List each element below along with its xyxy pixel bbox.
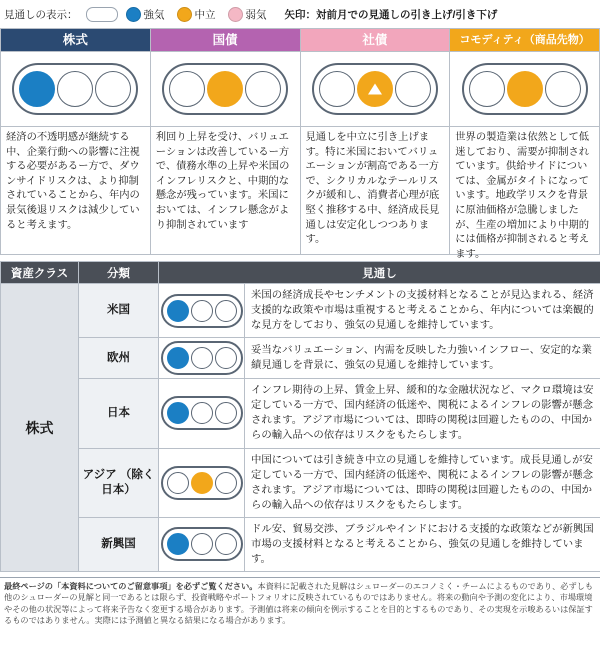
legend-arrow-note: 矢印：対前月での見通しの引き上げ/引き下げ (284, 8, 498, 21)
overview-column-government-bonds (151, 29, 301, 255)
detail-signal-japan (159, 379, 245, 448)
legend-item-bullish (126, 7, 165, 22)
light-bullish-icon (167, 300, 189, 322)
traffic-light-capsule (12, 63, 138, 115)
detail-category-emerging-markets: 新興国 (79, 517, 159, 571)
traffic-light-capsule (462, 63, 588, 115)
overview-column-commodities (450, 29, 600, 260)
light-bearish-icon (215, 472, 237, 494)
table-row (1, 338, 600, 379)
light-bullish-icon (167, 472, 189, 494)
light-neutral-icon (57, 71, 93, 107)
legend (0, 0, 600, 28)
footnote (0, 577, 600, 626)
detail-header-asset-class: 資産クラス (1, 262, 79, 284)
detail-category-asia-ex-japan: アジア （除く日本） (79, 448, 159, 517)
detail-header-outlook: 見通し (159, 262, 600, 284)
pink-dot-icon (228, 7, 243, 22)
overview-signal-commodities (450, 52, 599, 127)
orange-dot-icon (177, 7, 192, 22)
legend-label-bearish: 弱気 (245, 8, 267, 21)
traffic-light-capsule (162, 63, 288, 115)
traffic-light-capsule (312, 63, 438, 115)
detail-header-row (1, 262, 600, 284)
light-bearish-icon (215, 402, 237, 424)
traffic-light-capsule (161, 466, 243, 500)
overview-signal-credit (301, 52, 450, 127)
detail-signal-us (159, 284, 245, 338)
light-bullish-icon (469, 71, 505, 107)
detail-category-us: 米国 (79, 284, 159, 338)
overview-body-commodities: 世界の製造業は依然として低迷しており、需要が抑制されています。供給サイドについては、金属がタイトになっています。地政学リスクを背景に原油価格が急騰しましたが、生産の増加により中期的には価格が抑制されると考えます。 (450, 127, 599, 255)
overview-body-credit: 見通しを中立に引き上げます。特に米国においてバリュエーションが割高である一方で、シクリカルなテールリスクが緩和し、消費者心理が底堅く推移する中、経済成長見通しは安定化しつつあります。 (301, 127, 450, 255)
light-neutral-icon (191, 300, 213, 322)
overview-signal-equity (1, 52, 150, 127)
detail-asset-class-equity: 株式 (1, 284, 79, 572)
legend-item-neutral (177, 7, 216, 22)
light-bullish-icon (19, 71, 55, 107)
traffic-light-capsule (161, 396, 243, 430)
light-bearish-icon (215, 347, 237, 369)
overview-column-equity (1, 29, 151, 255)
light-neutral-icon (191, 347, 213, 369)
light-bearish-icon (215, 300, 237, 322)
asset-overview-table (0, 28, 600, 260)
detail-outlook-europe: 妥当なバリュエーション、内需を反映した力強いインフロー、安定的な業績見通しを背景に、強気の見通しを維持しています。 (245, 338, 600, 379)
light-bullish-icon (167, 533, 189, 555)
light-bullish-icon (167, 347, 189, 369)
equity-detail-table (0, 261, 600, 572)
detail-outlook-asia-ex-japan: 中国については引き続き中立の見通しを維持しています。成長見通しが安定している一方で、国内経済の低迷や、関税によるインフレの影響が懸念されます。アジア市場については、即時の関税は回避したものの、中国からの輸入品への依存はリスクをもたらします。 (245, 448, 600, 517)
detail-outlook-emerging-markets: ドル安、貿易交渉、ブラジルやインドにおける支援的な政策などが新興国市場の支援材料となると考えることから、強気の見通しを維持しています。 (245, 517, 600, 571)
light-bearish-icon (95, 71, 131, 107)
table-row (1, 284, 600, 338)
light-bearish-icon (395, 71, 431, 107)
overview-header-government-bonds: 国債 (151, 29, 300, 52)
legend-label-bullish: 強気 (143, 8, 165, 21)
overview-header-commodities: コモディティ（商品先物） (450, 29, 599, 52)
light-bearish-icon (215, 533, 237, 555)
light-upgrade-arrow-icon (357, 71, 393, 107)
detail-signal-europe (159, 338, 245, 379)
traffic-light-capsule (161, 527, 243, 561)
footnote-lead: 最終ページの「本資料についてのご留意事項」を必ずご覧ください。 (4, 582, 258, 592)
footnote-text: 本資料に記載された見解はシュローダーのエコノミく・チームによるものであり、必ずしも他のシュローダーの見解と同一であるとは限らず、投資戦略やポートフォリオに反映されているものではありません。将来の動向や予測の変化により、市場環境やその他の状況等によって将来予告なく変更する場合があります。予測値は将来の傾向を例示することを目的とするものであり、その実現を示唆あるいは保証するものではありません。実際には予測値と異なる結果になる場合があります。 (4, 582, 594, 626)
detail-outlook-japan: インフレ期待の上昇、賃金上昇、緩和的な金融状況など、マクロ環境は安定している一方で、国内経済の低迷や、関税によるインフレの影響が懸念されます。アジア市場については、即時の関税は回避したものの、中国からの輸入品への依存はリスクをもたらします。 (245, 379, 600, 448)
overview-column-credit (301, 29, 451, 255)
light-bullish-icon (167, 402, 189, 424)
light-neutral-icon (507, 71, 543, 107)
light-bullish-icon (319, 71, 355, 107)
legend-label-neutral: 中立 (194, 8, 216, 21)
detail-header-category: 分類 (79, 262, 159, 284)
light-bearish-icon (545, 71, 581, 107)
legend-capsule-icon (86, 7, 118, 22)
light-neutral-icon (191, 472, 213, 494)
detail-category-japan: 日本 (79, 379, 159, 448)
detail-category-europe: 欧州 (79, 338, 159, 379)
table-row (1, 448, 600, 517)
detail-signal-asia-ex-japan (159, 448, 245, 517)
blue-dot-icon (126, 7, 141, 22)
light-neutral-icon (191, 533, 213, 555)
overview-body-government-bonds: 利回り上昇を受け、バリュエーションは改善しているー方で、債務水準の上昇や米国のインフレリスクと、中期的な懸念が残っています。米国においては、インフレ懸念がより抑制されています (151, 127, 300, 255)
table-row (1, 379, 600, 448)
light-neutral-icon (207, 71, 243, 107)
table-row (1, 517, 600, 571)
legend-item-bearish (228, 7, 267, 22)
overview-header-equity: 株式 (1, 29, 150, 52)
light-bullish-icon (169, 71, 205, 107)
overview-body-equity: 経済の不透明感が継続する中、企業行動への影響に注視する必要があるー方で、ダウンサイドリスクは、より抑制されていることから、年内の景気後退リスクは減少していると考えます。 (1, 127, 150, 255)
overview-header-credit: 社債 (301, 29, 450, 52)
overview-signal-government-bonds (151, 52, 300, 127)
traffic-light-capsule (161, 294, 243, 328)
light-neutral-icon (191, 402, 213, 424)
light-bearish-icon (245, 71, 281, 107)
detail-outlook-us: 米国の経済成長やセンチメントの支援材料となることが見込まれる、経済支援的な政策や市場は重視すると考えることから、年内については楽観的な見方をしており、強気の見通しを維持しています。 (245, 284, 600, 338)
legend-title: 見通しの表示： (4, 8, 78, 21)
traffic-light-capsule (161, 341, 243, 375)
detail-signal-emerging-markets (159, 517, 245, 571)
